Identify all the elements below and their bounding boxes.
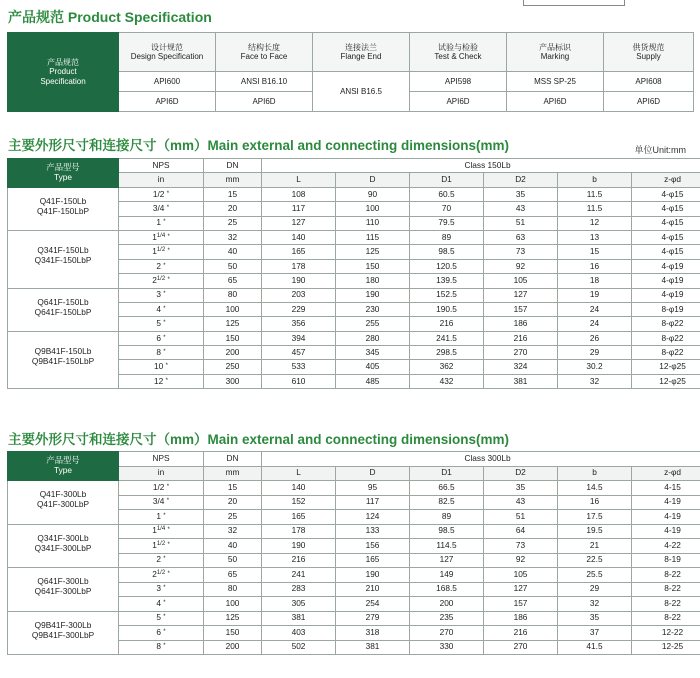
type-group xyxy=(8,524,119,568)
spec-cell: ANSI B16.10 xyxy=(216,72,313,92)
value-cell: 8-22 xyxy=(632,611,700,626)
type-name: Q341F-150LbP xyxy=(34,255,92,266)
value-cell: 4-19 xyxy=(632,495,700,510)
top-frame-decoration xyxy=(523,0,625,6)
spec-header-test: 试验与检验 Test & Check xyxy=(410,33,507,72)
value-cell: 324 xyxy=(484,360,558,374)
value-cell: 230 xyxy=(336,302,410,316)
dim-heading-150: 主要外形尺寸和连接尺寸（mm）Main external and connecting dimensions(mm) xyxy=(8,138,510,153)
value-cell: 356 xyxy=(262,317,336,331)
value-cell: 4-15 xyxy=(632,481,700,496)
value-cell: 432 xyxy=(410,374,484,388)
value-cell: 140 xyxy=(262,481,336,496)
value-cell: 65 xyxy=(204,568,262,583)
value-cell: 4-φ15 xyxy=(632,202,700,216)
value-cell: 20 xyxy=(204,495,262,510)
value-cell: 64 xyxy=(484,524,558,539)
spec-header-face: 结构长度 Face to Face xyxy=(216,33,313,72)
value-cell: 35 xyxy=(484,481,558,496)
spec-cell: API6D xyxy=(119,92,216,112)
value-cell: 200 xyxy=(204,346,262,360)
value-cell: 8-22 xyxy=(632,568,700,583)
column-header: D xyxy=(336,466,410,481)
value-cell: 4-φ19 xyxy=(632,259,700,273)
value-cell: 115 xyxy=(336,230,410,244)
value-cell: 32 xyxy=(558,597,632,612)
value-cell: 4-19 xyxy=(632,524,700,539)
value-cell: 73 xyxy=(484,245,558,259)
nps-cell: 5 * xyxy=(119,317,204,331)
value-cell: 29 xyxy=(558,346,632,360)
value-cell: 250 xyxy=(204,360,262,374)
value-cell: 140 xyxy=(262,230,336,244)
value-cell: 270 xyxy=(484,346,558,360)
type-name: Q41F-150LbP xyxy=(36,206,90,217)
type-group xyxy=(8,230,119,288)
value-cell: 127 xyxy=(484,288,558,302)
table-row xyxy=(8,331,700,345)
value-cell: 300 xyxy=(204,374,262,388)
value-cell: 255 xyxy=(336,317,410,331)
value-cell: 203 xyxy=(262,288,336,302)
column-header: D xyxy=(336,173,410,187)
dn-header: DN xyxy=(204,159,262,173)
type-name: Q641F-150Lb xyxy=(37,296,89,307)
value-cell: 66.5 xyxy=(410,481,484,496)
nps-cell: 5 * xyxy=(119,611,204,626)
nps-cell: 3 * xyxy=(119,288,204,302)
spec-cell: API6D xyxy=(410,92,507,112)
value-cell: 165 xyxy=(336,553,410,568)
value-cell: 280 xyxy=(336,331,410,345)
value-cell: 235 xyxy=(410,611,484,626)
nps-header: NPS xyxy=(119,159,204,173)
nps-cell: 1 * xyxy=(119,216,204,230)
value-cell: 51 xyxy=(484,510,558,525)
type-group xyxy=(8,481,119,525)
spec-cell: API598 xyxy=(410,72,507,92)
nps-header: NPS xyxy=(119,452,204,467)
value-cell: 4-22 xyxy=(632,539,700,554)
table-row xyxy=(8,568,700,583)
class-header: Class 300Lb xyxy=(262,452,700,467)
value-cell: 4-φ15 xyxy=(632,187,700,201)
nps-cell: 1 * xyxy=(119,510,204,525)
value-cell: 125 xyxy=(204,611,262,626)
value-cell: 190 xyxy=(262,539,336,554)
value-cell: 8-22 xyxy=(632,582,700,597)
value-cell: 73 xyxy=(484,539,558,554)
nps-cell: 4 * xyxy=(119,302,204,316)
value-cell: 15 xyxy=(558,245,632,259)
value-cell: 43 xyxy=(484,495,558,510)
value-cell: 35 xyxy=(484,187,558,201)
value-cell: 20 xyxy=(204,202,262,216)
dn-header: DN xyxy=(204,452,262,467)
nps-cell: 3 * xyxy=(119,582,204,597)
value-cell: 394 xyxy=(262,331,336,345)
unit-in: in xyxy=(119,173,204,187)
value-cell: 318 xyxy=(336,626,410,641)
value-cell: 50 xyxy=(204,259,262,273)
column-header: b xyxy=(558,173,632,187)
type-group xyxy=(8,187,119,230)
value-cell: 4-φ19 xyxy=(632,288,700,302)
value-cell: 90 xyxy=(336,187,410,201)
class-header: Class 150Lb xyxy=(262,159,700,173)
value-cell: 12-22 xyxy=(632,626,700,641)
value-cell: 105 xyxy=(484,274,558,288)
spec-header-supply: 供货规范 Supply xyxy=(604,33,694,72)
value-cell: 216 xyxy=(262,553,336,568)
value-cell: 150 xyxy=(204,626,262,641)
value-cell: 8-φ22 xyxy=(632,317,700,331)
type-name: Q41F-300LbP xyxy=(36,499,90,510)
value-cell: 330 xyxy=(410,640,484,655)
value-cell: 125 xyxy=(336,245,410,259)
nps-cell: 6 * xyxy=(119,626,204,641)
value-cell: 216 xyxy=(484,331,558,345)
unit-mm: mm xyxy=(204,466,262,481)
value-cell: 8-φ22 xyxy=(632,331,700,345)
value-cell: 216 xyxy=(410,317,484,331)
value-cell: 80 xyxy=(204,288,262,302)
table-row xyxy=(8,611,700,626)
type-group xyxy=(8,331,119,389)
nps-cell: $2^{1/2}$ * xyxy=(119,568,204,583)
value-cell: 63 xyxy=(484,230,558,244)
nps-cell: $1^{1/4}$ * xyxy=(119,230,204,244)
nps-cell: $2^{1/2}$ * xyxy=(119,274,204,288)
value-cell: 4-φ15 xyxy=(632,245,700,259)
unit-mm: mm xyxy=(204,173,262,187)
value-cell: 92 xyxy=(484,553,558,568)
value-cell: 127 xyxy=(262,216,336,230)
value-cell: 25 xyxy=(204,510,262,525)
nps-cell: 1/2 * xyxy=(119,187,204,201)
value-cell: 100 xyxy=(204,597,262,612)
spec-header-flange: 连接法兰 Flange End xyxy=(313,33,410,72)
type-group xyxy=(8,568,119,612)
value-cell: 117 xyxy=(262,202,336,216)
value-cell: 125 xyxy=(204,317,262,331)
value-cell: 241 xyxy=(262,568,336,583)
value-cell: 190 xyxy=(262,274,336,288)
value-cell: 152.5 xyxy=(410,288,484,302)
value-cell: 105 xyxy=(484,568,558,583)
value-cell: 210 xyxy=(336,582,410,597)
value-cell: 8-φ19 xyxy=(632,302,700,316)
value-cell: 152 xyxy=(262,495,336,510)
value-cell: 186 xyxy=(484,611,558,626)
nps-cell: 10 * xyxy=(119,360,204,374)
value-cell: 180 xyxy=(336,274,410,288)
value-cell: 37 xyxy=(558,626,632,641)
value-cell: 270 xyxy=(484,640,558,655)
value-cell: 533 xyxy=(262,360,336,374)
value-cell: 190.5 xyxy=(410,302,484,316)
value-cell: 345 xyxy=(336,346,410,360)
column-header: D1 xyxy=(410,173,484,187)
value-cell: 457 xyxy=(262,346,336,360)
value-cell: 133 xyxy=(336,524,410,539)
type-header: 产品型号 Type xyxy=(8,452,119,481)
column-header: z-φd xyxy=(632,173,700,187)
value-cell: 70 xyxy=(410,202,484,216)
value-cell: 15 xyxy=(204,481,262,496)
value-cell: 32 xyxy=(204,230,262,244)
nps-cell: $1^{1/2}$ * xyxy=(119,245,204,259)
value-cell: 283 xyxy=(262,582,336,597)
value-cell: 26 xyxy=(558,331,632,345)
table-row xyxy=(8,288,700,302)
value-cell: 17.5 xyxy=(558,510,632,525)
table-row xyxy=(8,187,700,201)
dim-heading-300: 主要外形尺寸和连接尺寸（mm）Main external and connecting dimensions(mm) xyxy=(8,432,510,447)
value-cell: 4-19 xyxy=(632,510,700,525)
value-cell: 229 xyxy=(262,302,336,316)
type-name: Q341F-300Lb xyxy=(37,532,89,543)
value-cell: 127 xyxy=(410,553,484,568)
value-cell: 610 xyxy=(262,374,336,388)
value-cell: 156 xyxy=(336,539,410,554)
value-cell: 279 xyxy=(336,611,410,626)
value-cell: 100 xyxy=(204,302,262,316)
value-cell: 11.5 xyxy=(558,202,632,216)
spec-header-design: 设计规范 Design Specification xyxy=(119,33,216,72)
value-cell: 270 xyxy=(410,626,484,641)
value-cell: 200 xyxy=(410,597,484,612)
value-cell: 35 xyxy=(558,611,632,626)
value-cell: 50 xyxy=(204,553,262,568)
value-cell: 21 xyxy=(558,539,632,554)
value-cell: 22.5 xyxy=(558,553,632,568)
value-cell: 24 xyxy=(558,317,632,331)
type-name: Q341F-150Lb xyxy=(37,244,89,255)
value-cell: 12-25 xyxy=(632,640,700,655)
nps-cell: 4 * xyxy=(119,597,204,612)
value-cell: 254 xyxy=(336,597,410,612)
nps-cell: 3/4 * xyxy=(119,495,204,510)
table-row xyxy=(8,524,700,539)
value-cell: 30.2 xyxy=(558,360,632,374)
value-cell: 157 xyxy=(484,302,558,316)
value-cell: 108 xyxy=(262,187,336,201)
nps-cell: 1/2 * xyxy=(119,481,204,496)
value-cell: 124 xyxy=(336,510,410,525)
nps-cell: 2 * xyxy=(119,553,204,568)
type-name: Q41F-150Lb xyxy=(39,195,87,206)
value-cell: 381 xyxy=(336,640,410,655)
value-cell: 14.5 xyxy=(558,481,632,496)
value-cell: 485 xyxy=(336,374,410,388)
value-cell: 8-19 xyxy=(632,553,700,568)
spec-cell: ANSI B16.5 xyxy=(313,72,410,112)
unit-in: in xyxy=(119,466,204,481)
type-name: Q341F-300LbP xyxy=(34,542,92,553)
value-cell: 41.5 xyxy=(558,640,632,655)
type-group xyxy=(8,611,119,655)
type-name: Q641F-150LbP xyxy=(34,306,92,317)
value-cell: 241.5 xyxy=(410,331,484,345)
value-cell: 12-φ25 xyxy=(632,360,700,374)
type-name: Q9B41F-300LbP xyxy=(31,629,95,640)
value-cell: 40 xyxy=(204,245,262,259)
value-cell: 8-22 xyxy=(632,597,700,612)
nps-cell: $1^{1/2}$ * xyxy=(119,539,204,554)
value-cell: 80 xyxy=(204,582,262,597)
value-cell: 190 xyxy=(336,568,410,583)
value-cell: 381 xyxy=(484,374,558,388)
value-cell: 8-φ22 xyxy=(632,346,700,360)
value-cell: 95 xyxy=(336,481,410,496)
spec-cell: MSS SP-25 xyxy=(507,72,604,92)
value-cell: 19.5 xyxy=(558,524,632,539)
nps-cell: 8 * xyxy=(119,640,204,655)
value-cell: 18 xyxy=(558,274,632,288)
value-cell: 89 xyxy=(410,230,484,244)
value-cell: 405 xyxy=(336,360,410,374)
value-cell: 16 xyxy=(558,259,632,273)
nps-cell: 3/4 * xyxy=(119,202,204,216)
value-cell: 19 xyxy=(558,288,632,302)
value-cell: 150 xyxy=(336,259,410,273)
type-name: Q9B41F-150LbP xyxy=(31,356,95,367)
value-cell: 178 xyxy=(262,524,336,539)
value-cell: 157 xyxy=(484,597,558,612)
value-cell: 13 xyxy=(558,230,632,244)
nps-cell: 6 * xyxy=(119,331,204,345)
value-cell: 165 xyxy=(262,510,336,525)
nps-cell: 12 * xyxy=(119,374,204,388)
value-cell: 25.5 xyxy=(558,568,632,583)
table-row xyxy=(8,481,700,496)
value-cell: 168.5 xyxy=(410,582,484,597)
value-cell: 110 xyxy=(336,216,410,230)
value-cell: 381 xyxy=(262,611,336,626)
value-cell: 32 xyxy=(204,524,262,539)
value-cell: 178 xyxy=(262,259,336,273)
column-header: D1 xyxy=(410,466,484,481)
table-row xyxy=(8,230,700,244)
value-cell: 4-φ15 xyxy=(632,216,700,230)
value-cell: 502 xyxy=(262,640,336,655)
value-cell: 117 xyxy=(336,495,410,510)
spec-corner: 产品规范 Product Specification xyxy=(8,33,119,112)
value-cell: 79.5 xyxy=(410,216,484,230)
spec-header-marking: 产品标识 Marking xyxy=(507,33,604,72)
type-group xyxy=(8,288,119,331)
column-header: D2 xyxy=(484,466,558,481)
value-cell: 149 xyxy=(410,568,484,583)
value-cell: 92 xyxy=(484,259,558,273)
nps-cell: 8 * xyxy=(119,346,204,360)
spec-heading: 产品规范 Product Specification xyxy=(8,9,212,25)
type-name: Q9B41F-300Lb xyxy=(34,619,92,630)
spec-table xyxy=(7,32,694,112)
value-cell: 15 xyxy=(204,187,262,201)
value-cell: 98.5 xyxy=(410,245,484,259)
spec-cell: API608 xyxy=(604,72,694,92)
column-header: L xyxy=(262,173,336,187)
value-cell: 29 xyxy=(558,582,632,597)
value-cell: 127 xyxy=(484,582,558,597)
value-cell: 4-φ15 xyxy=(632,230,700,244)
value-cell: 186 xyxy=(484,317,558,331)
value-cell: 139.5 xyxy=(410,274,484,288)
value-cell: 298.5 xyxy=(410,346,484,360)
spec-cell: API6D xyxy=(604,92,694,112)
value-cell: 51 xyxy=(484,216,558,230)
value-cell: 12-φ25 xyxy=(632,374,700,388)
unit-label: 单位Unit:mm xyxy=(634,145,686,155)
value-cell: 12 xyxy=(558,216,632,230)
value-cell: 11.5 xyxy=(558,187,632,201)
value-cell: 43 xyxy=(484,202,558,216)
nps-cell: 2 * xyxy=(119,259,204,273)
spec-cell: API6D xyxy=(216,92,313,112)
value-cell: 98.5 xyxy=(410,524,484,539)
value-cell: 100 xyxy=(336,202,410,216)
value-cell: 120.5 xyxy=(410,259,484,273)
value-cell: 150 xyxy=(204,331,262,345)
value-cell: 362 xyxy=(410,360,484,374)
type-name: Q641F-300LbP xyxy=(34,586,92,597)
value-cell: 403 xyxy=(262,626,336,641)
value-cell: 89 xyxy=(410,510,484,525)
dim-table-300 xyxy=(7,451,700,655)
value-cell: 4-φ19 xyxy=(632,274,700,288)
dim-table-150 xyxy=(7,158,700,389)
column-header: L xyxy=(262,466,336,481)
value-cell: 16 xyxy=(558,495,632,510)
column-header: b xyxy=(558,466,632,481)
type-name: Q9B41F-150Lb xyxy=(34,345,92,356)
nps-cell: $1^{1/4}$ * xyxy=(119,524,204,539)
value-cell: 82.5 xyxy=(410,495,484,510)
value-cell: 25 xyxy=(204,216,262,230)
value-cell: 190 xyxy=(336,288,410,302)
spec-cell: API6D xyxy=(507,92,604,112)
value-cell: 40 xyxy=(204,539,262,554)
value-cell: 65 xyxy=(204,274,262,288)
column-header: D2 xyxy=(484,173,558,187)
value-cell: 114.5 xyxy=(410,539,484,554)
value-cell: 165 xyxy=(262,245,336,259)
value-cell: 305 xyxy=(262,597,336,612)
value-cell: 200 xyxy=(204,640,262,655)
value-cell: 32 xyxy=(558,374,632,388)
spec-cell: API600 xyxy=(119,72,216,92)
value-cell: 216 xyxy=(484,626,558,641)
column-header: z-φd xyxy=(632,466,700,481)
value-cell: 60.5 xyxy=(410,187,484,201)
type-name: Q641F-300Lb xyxy=(37,576,89,586)
type-name: Q41F-300Lb xyxy=(39,489,87,499)
type-header: 产品型号 Type xyxy=(8,159,119,188)
value-cell: 24 xyxy=(558,302,632,316)
